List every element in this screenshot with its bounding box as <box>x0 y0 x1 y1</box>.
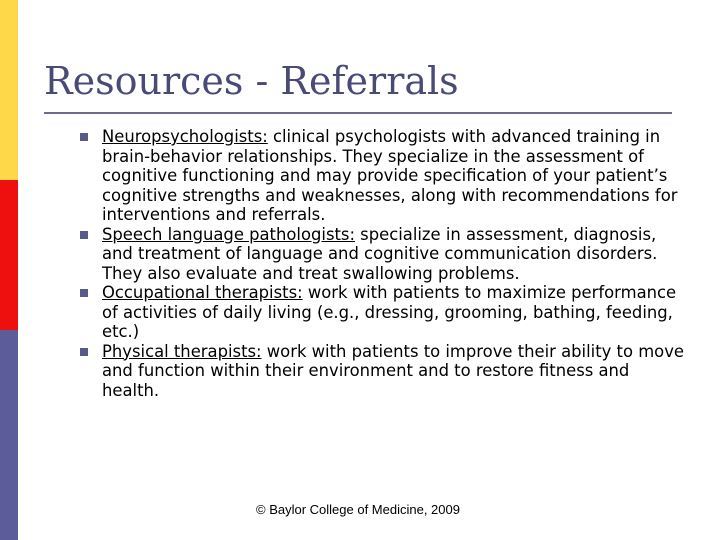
bullet-text: clinical psychologists with advanced training in brain-behavior relationships. They specialize in the assessment of cognitive functioning and may provide specification of your patient’s cognitive strengths and weaknesses, along with recommendations for interventions and referrals. <box>102 127 678 224</box>
bullet-term: Speech language pathologists: <box>102 224 355 244</box>
bullet-term: Occupational therapists: <box>102 283 303 302</box>
bullet-text: work with patients to maximize performance of activities of daily living (e.g., dressing, grooming, bathing, feeding, etc.) <box>102 283 677 341</box>
slide-title: Resources - Referrals <box>44 59 459 103</box>
bullet-term: Neuropsychologists: <box>102 127 268 146</box>
square-bullet-icon <box>80 231 88 239</box>
accent-bar-red <box>0 180 18 330</box>
title-divider <box>44 112 672 114</box>
copyright-text: © Baylor College of Medicine, 2009 <box>256 502 460 517</box>
bullet-term: Physical therapists: <box>102 341 262 361</box>
slide-footer <box>0 502 720 517</box>
square-bullet-icon <box>80 133 88 141</box>
bullet-text: specialize in assessment, diagnosis, and treatment of language and cognitive communication disorders. They also evaluate and treat swallowing problems. <box>102 224 658 283</box>
bullet-text: work with patients to improve their ability to move and function within their environment and to restore fitness and health. <box>102 341 684 400</box>
bullet-item-speech-language-pathologists <box>80 225 690 284</box>
bullet-item-physical-therapists <box>80 342 690 401</box>
bullet-item-neuropsychologists <box>80 127 690 225</box>
accent-bar-yellow <box>0 0 18 180</box>
square-bullet-icon <box>80 348 88 356</box>
bullet-item-occupational-therapists <box>80 283 690 342</box>
bullet-list <box>80 127 690 400</box>
square-bullet-icon <box>80 289 88 297</box>
